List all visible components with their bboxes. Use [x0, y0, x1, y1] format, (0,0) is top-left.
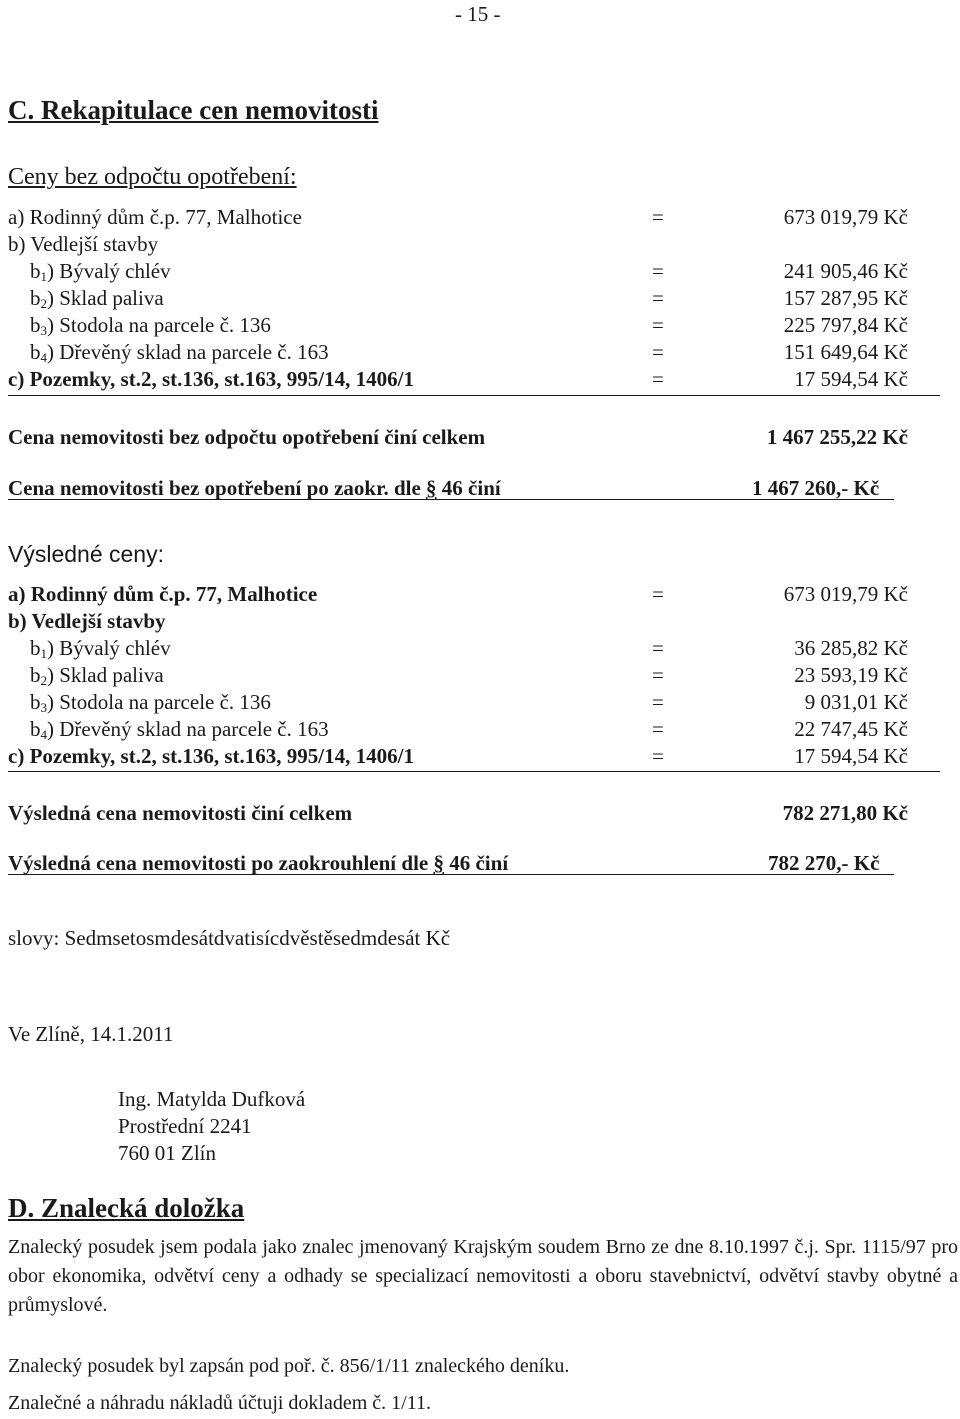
price-row-label: a) Rodinný dům č.p. 77, Malhotice	[8, 205, 302, 229]
price-row-eq: =	[652, 286, 664, 310]
result-rounded-underline	[8, 874, 894, 875]
section-d-title: D. Znalecká doložka	[8, 1193, 245, 1223]
price-row-value: 151 649,64 Kč	[783, 340, 908, 364]
result-row-value: 9 031,01 Kč	[804, 690, 908, 714]
result-row-eq: =	[652, 663, 664, 687]
result-row-eq: =	[652, 582, 664, 606]
rounded-value: 1 467 260,- Kč	[752, 476, 880, 500]
result-rounded-value: 782 270,- Kč	[768, 851, 880, 875]
expert-name: Ing. Matylda Dufková	[118, 1087, 306, 1111]
result-row-label: a) Rodinný dům č.p. 77, Malhotice	[8, 582, 318, 606]
price-row-label: $b_4$) Dřevěný sklad na parcele č. 163	[30, 340, 329, 365]
price-row-eq: =	[652, 367, 664, 391]
price-row-eq: =	[652, 205, 664, 229]
total-value: 1 467 255,22 Kč	[766, 425, 908, 449]
rounded-label: Cena nemovitosti bez opotřebení po zaokr. dle § 46 činí	[8, 476, 501, 500]
result-row-eq: =	[652, 744, 664, 768]
results-heading: Výsledné ceny:	[8, 541, 164, 567]
price-in-words: slovy: Sedmsetosmdesátdvatisícdvěstěsedmdesát Kč	[8, 926, 451, 950]
price-row-eq: =	[652, 259, 664, 283]
price-row-value: 17 594,54 Kč	[794, 367, 908, 391]
result-row-value: 22 747,45 Kč	[794, 717, 908, 741]
expert-street: Prostřední 2241	[118, 1114, 252, 1138]
result-row-eq: =	[652, 636, 664, 660]
result-row-eq: =	[652, 717, 664, 741]
divider	[8, 395, 940, 396]
total-label: Cena nemovitosti bez odpočtu opotřebení činí celkem	[8, 425, 486, 449]
price-row-label: c) Pozemky, st.2, st.136, st.163, 995/14, 1406/1	[8, 367, 414, 391]
page-number: - 15 -	[455, 2, 501, 26]
result-row-label: $b_1$) Bývalý chlév	[30, 636, 171, 661]
price-row-label: b) Vedlejší stavby	[8, 232, 159, 256]
result-rounded-label: Výsledná cena nemovitosti po zaokrouhlení dle § 46 činí	[8, 851, 509, 875]
certification-paragraph: Znalecký posudek jsem podala jako znalec jmenovaný Krajským soudem Brno ze dne 8.10.1997 č.j. Spr. 1115/97 pro obor ekonomika, odvětví ceny a odhady se specializací nemovitosti a oboru stavebnictví, odvětví stavby obytné a průmyslové.	[8, 1236, 958, 1316]
price-row-value: 241 905,46 Kč	[783, 259, 908, 283]
result-row-label: $b_2$) Sklad paliva	[30, 663, 164, 688]
prices-heading: Ceny bez odpočtu opotřebení:	[8, 164, 297, 190]
result-total-value: 782 271,80 Kč	[782, 801, 908, 825]
result-row-value: 23 593,19 Kč	[794, 663, 908, 687]
price-row-value: 157 287,95 Kč	[783, 286, 908, 310]
price-row-eq: =	[652, 313, 664, 337]
result-row-label: $b_3$) Stodola na parcele č. 136	[30, 690, 271, 715]
result-row-value: 36 285,82 Kč	[794, 636, 908, 660]
price-row-eq: =	[652, 340, 664, 364]
place-date: Ve Zlíně, 14.1.2011	[8, 1022, 174, 1046]
result-row-label: c) Pozemky, st.2, st.136, st.163, 995/14, 1406/1	[8, 744, 414, 768]
price-row-value: 673 019,79 Kč	[783, 205, 908, 229]
register-note: Znalecký posudek byl zapsán pod poř. č. 856/1/11 znaleckého deníku.	[8, 1355, 570, 1377]
result-row-label: b) Vedlejší stavby	[8, 609, 166, 633]
price-row-label: $b_1$) Bývalý chlév	[30, 259, 171, 284]
result-total-label: Výsledná cena nemovitosti činí celkem	[8, 801, 353, 825]
price-row-label: $b_2$) Sklad paliva	[30, 286, 164, 311]
result-row-value: 673 019,79 Kč	[783, 582, 908, 606]
expert-city: 760 01 Zlín	[118, 1141, 216, 1165]
price-row-label: $b_3$) Stodola na parcele č. 136	[30, 313, 271, 338]
result-row-label: $b_4$) Dřevěný sklad na parcele č. 163	[30, 717, 329, 742]
price-row-value: 225 797,84 Kč	[783, 313, 908, 337]
section-c-title: C. Rekapitulace cen nemovitosti	[8, 95, 379, 125]
fee-note: Znalečné a náhradu nákladů účtuji dokladem č. 1/11.	[8, 1392, 431, 1414]
rounded-underline	[8, 499, 894, 500]
result-row-value: 17 594,54 Kč	[794, 744, 908, 768]
divider	[8, 771, 940, 772]
result-row-eq: =	[652, 690, 664, 714]
